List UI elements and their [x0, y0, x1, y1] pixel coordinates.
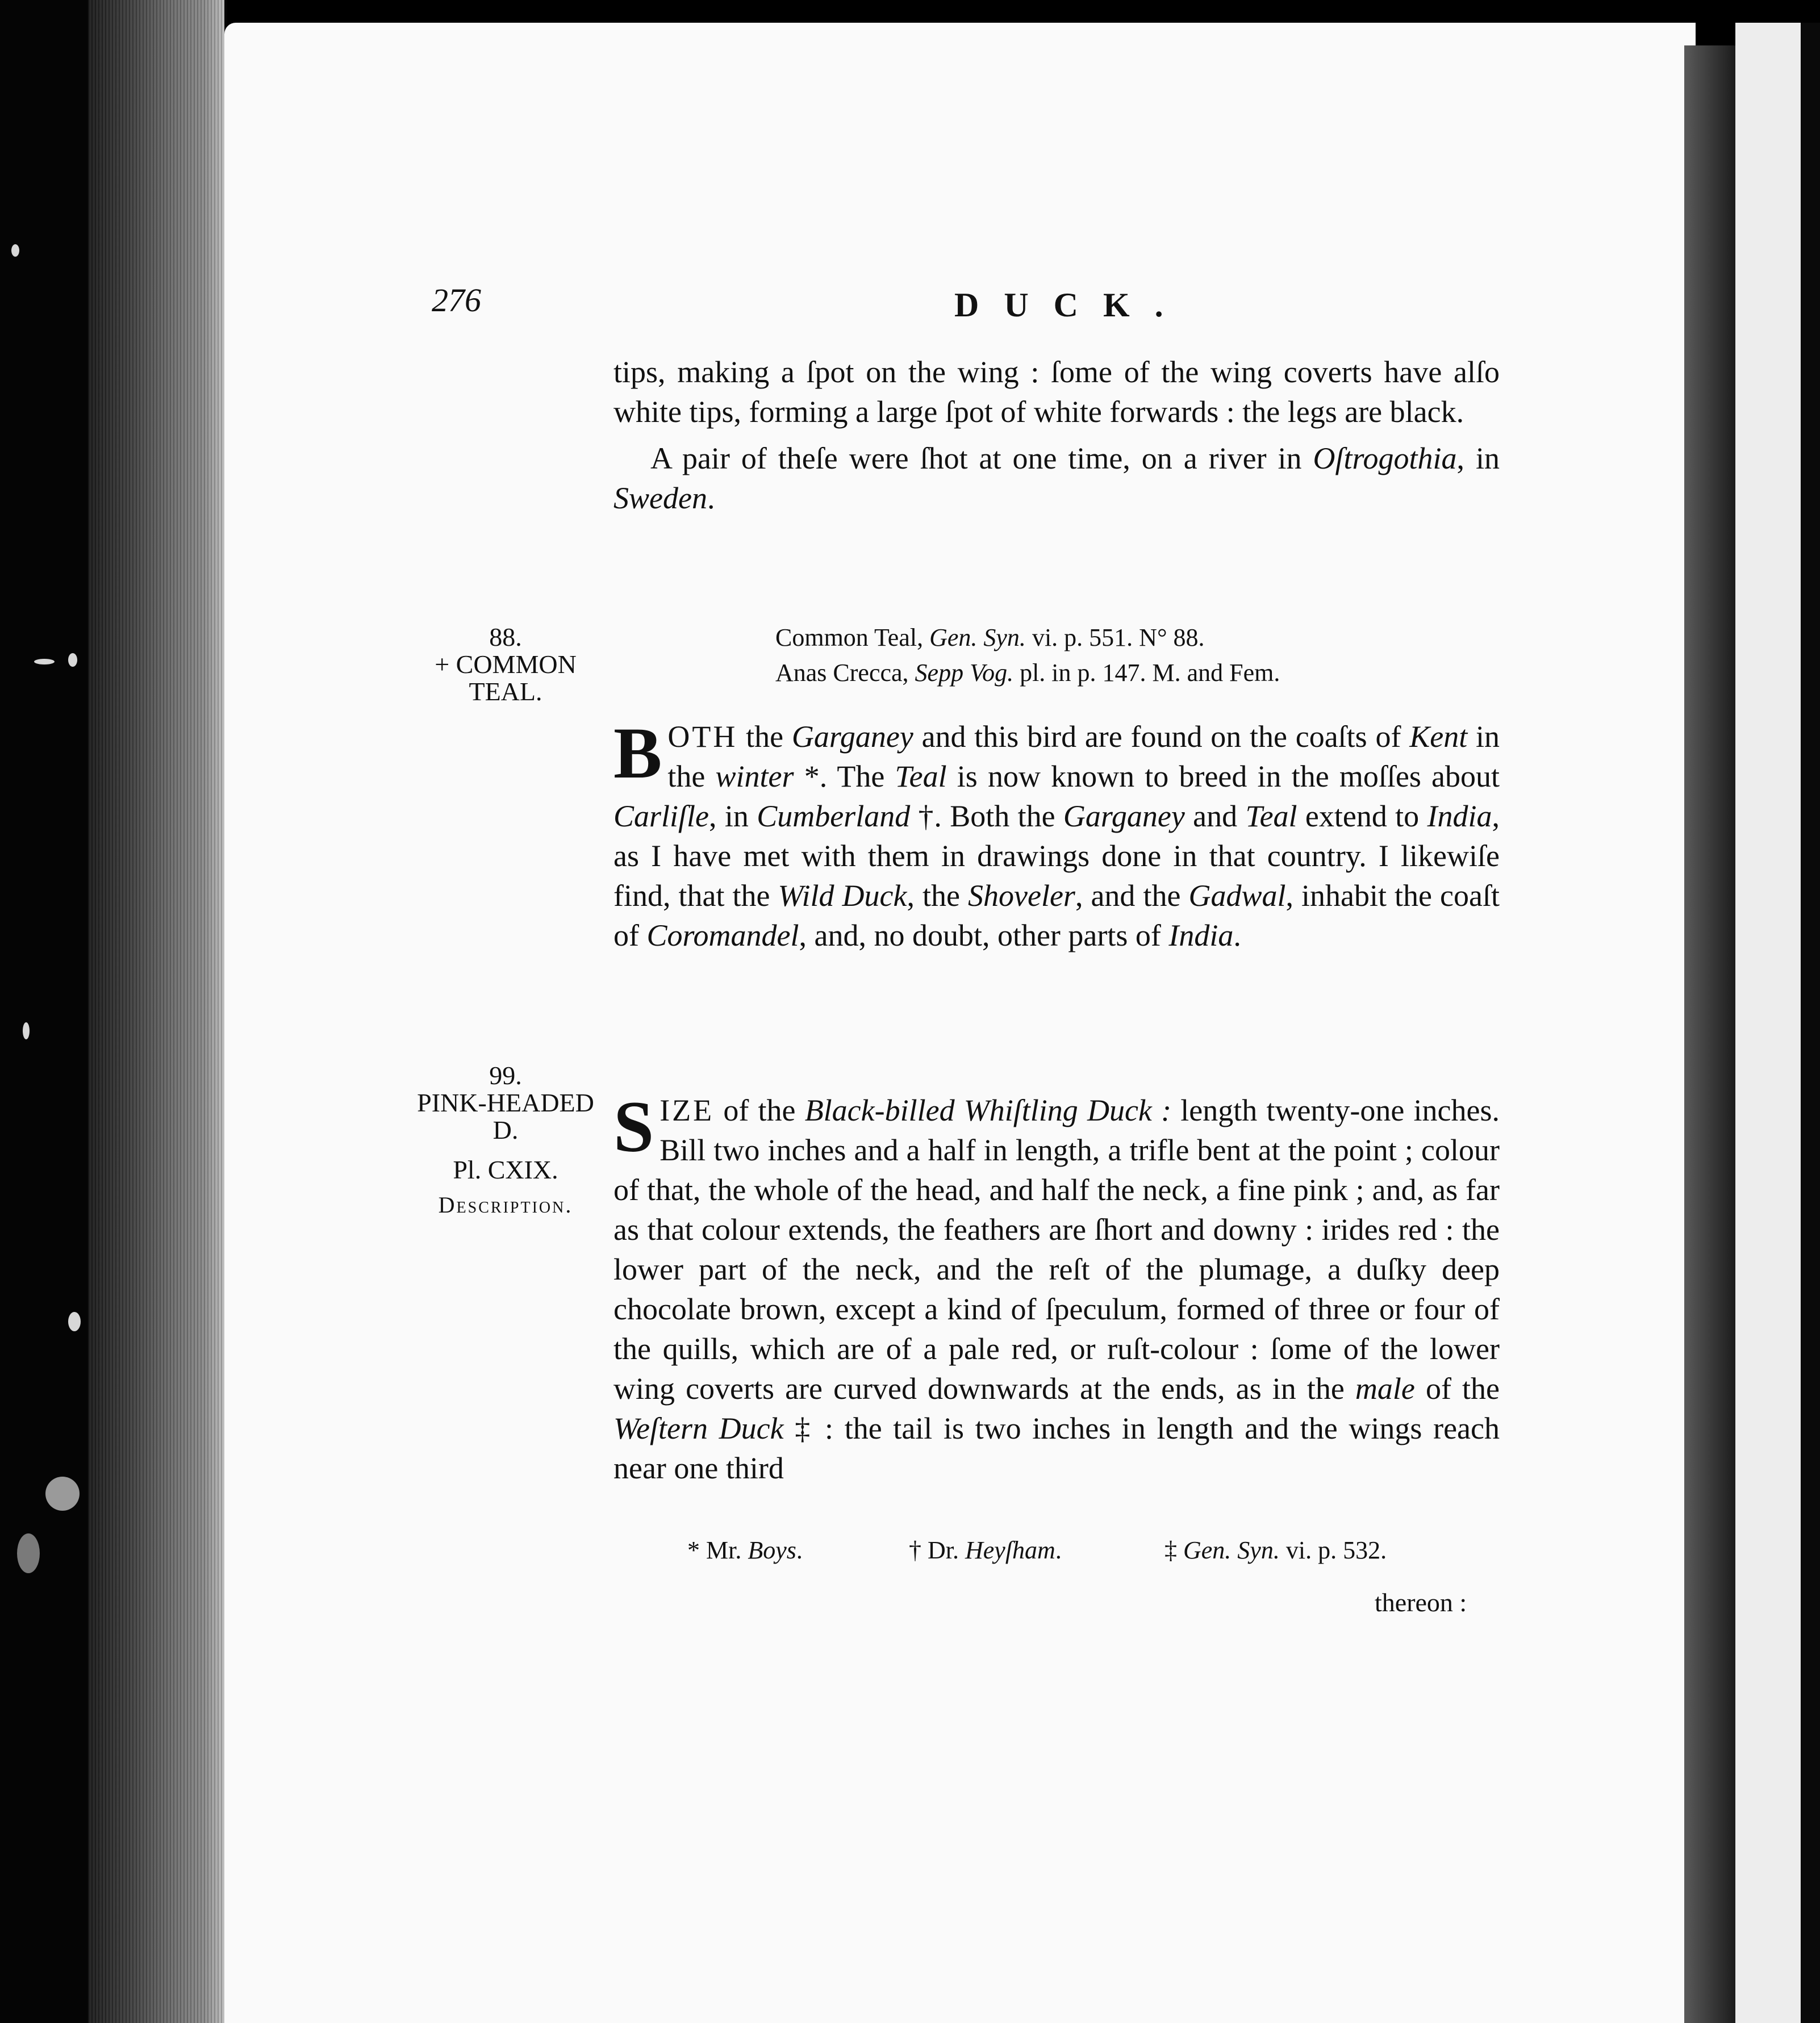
scan-speck: [68, 1312, 81, 1331]
entry-99-name-line1: PINK-HEADED: [417, 1088, 594, 1117]
continued-paragraph-1: tips, making a ſpot on the wing : ſome of the wing coverts have alſo white tips, forming a large ſpot of white forwards : the legs are black.: [613, 355, 1500, 429]
entry-99-body: [613, 1086, 1500, 1488]
entry-99-number: 99.: [489, 1061, 522, 1090]
facing-page-gutter: [1684, 45, 1735, 2023]
entry-99-margin-label: [386, 1062, 625, 1219]
running-header: [426, 281, 1505, 332]
scan-speck: [68, 653, 77, 667]
running-title: DUCK.: [954, 286, 1188, 324]
synonym-line: Common Teal, Gen. Syn. vi. p. 551. N° 88.: [775, 624, 1205, 651]
book-page-edge-lines: [88, 0, 224, 2023]
entry-88-margin-label: [386, 624, 625, 705]
entry-88-paragraph: BOTH the Garganey and this bird are found on the coaſts of Kent in the winter *. The Teal is now known to breed in the moſſes about Carliſle, in Cumberland †. Both the Garganey and Teal extend to India, as I have met with them in drawings done in that country. I likewiſe find, that the Wild Duck, the Shoveler, and the Gadwal, inhabit the coaſt of Coromandel, and, no doubt, other parts of India.: [613, 713, 1500, 952]
entry-99-paragraph: SIZE of the Black-billed Whiſtling Duck : length twenty-one inches. Bill two inches and a half in length, a trifle bent at the point ; colour of that, the whole of the head, and half the neck, a fine pink ; and, as far as that colour extends, the feathers are ſhort and downy : irides red : the lower part of the neck, and the reſt of the plumage, a duſky deep chocolate brown, except a kind of ſpeculum, formed of three or four of the quills, which are of a pale red, or ruſt-colour : ſome of the lower wing coverts are curved downwards at the ends, as in the male of the Weſtern Duck ‡ : the tail is two inches in length and the wings reach near one third: [613, 1086, 1500, 1485]
footnote: † Dr. Heyſham.: [909, 1536, 1062, 1564]
entry-88-name-line2: TEAL.: [469, 677, 542, 706]
scan-speck: [23, 1022, 30, 1039]
synonym-line: Anas Crecca, Sepp Vog. pl. in p. 147. M. and Fem.: [775, 659, 1280, 687]
footnote: * Mr. Boys.: [687, 1536, 803, 1564]
scan-speck: [11, 244, 19, 257]
continued-paragraph: [613, 352, 1500, 518]
entry-88-synonyms: [775, 620, 1514, 691]
entry-88-name-line1: + COMMON: [435, 650, 577, 679]
continued-paragraph-2: A pair of theſe were ſhot at one time, on a river in Oſtrogothia, in Sweden.: [613, 441, 1500, 515]
scan-speck: [17, 1533, 40, 1573]
entry-88-number: 88.: [489, 622, 522, 651]
scan-speck: [34, 659, 55, 664]
scan-speck: [45, 1477, 80, 1511]
entry-99-name-line2: D.: [492, 1115, 519, 1144]
entry-88-body: [613, 713, 1500, 955]
drop-cap: S: [613, 1086, 654, 1167]
page-number: 276: [432, 282, 481, 319]
entry-99-section-label: Description.: [438, 1192, 573, 1218]
scan-background-right: [1801, 23, 1820, 2023]
drop-cap: B: [613, 713, 662, 793]
footnote: ‡ Gen. Syn. vi. p. 532.: [1164, 1536, 1387, 1564]
entry-99-plate: Pl. CXIX.: [453, 1155, 558, 1184]
catchword: thereon :: [1375, 1588, 1467, 1617]
